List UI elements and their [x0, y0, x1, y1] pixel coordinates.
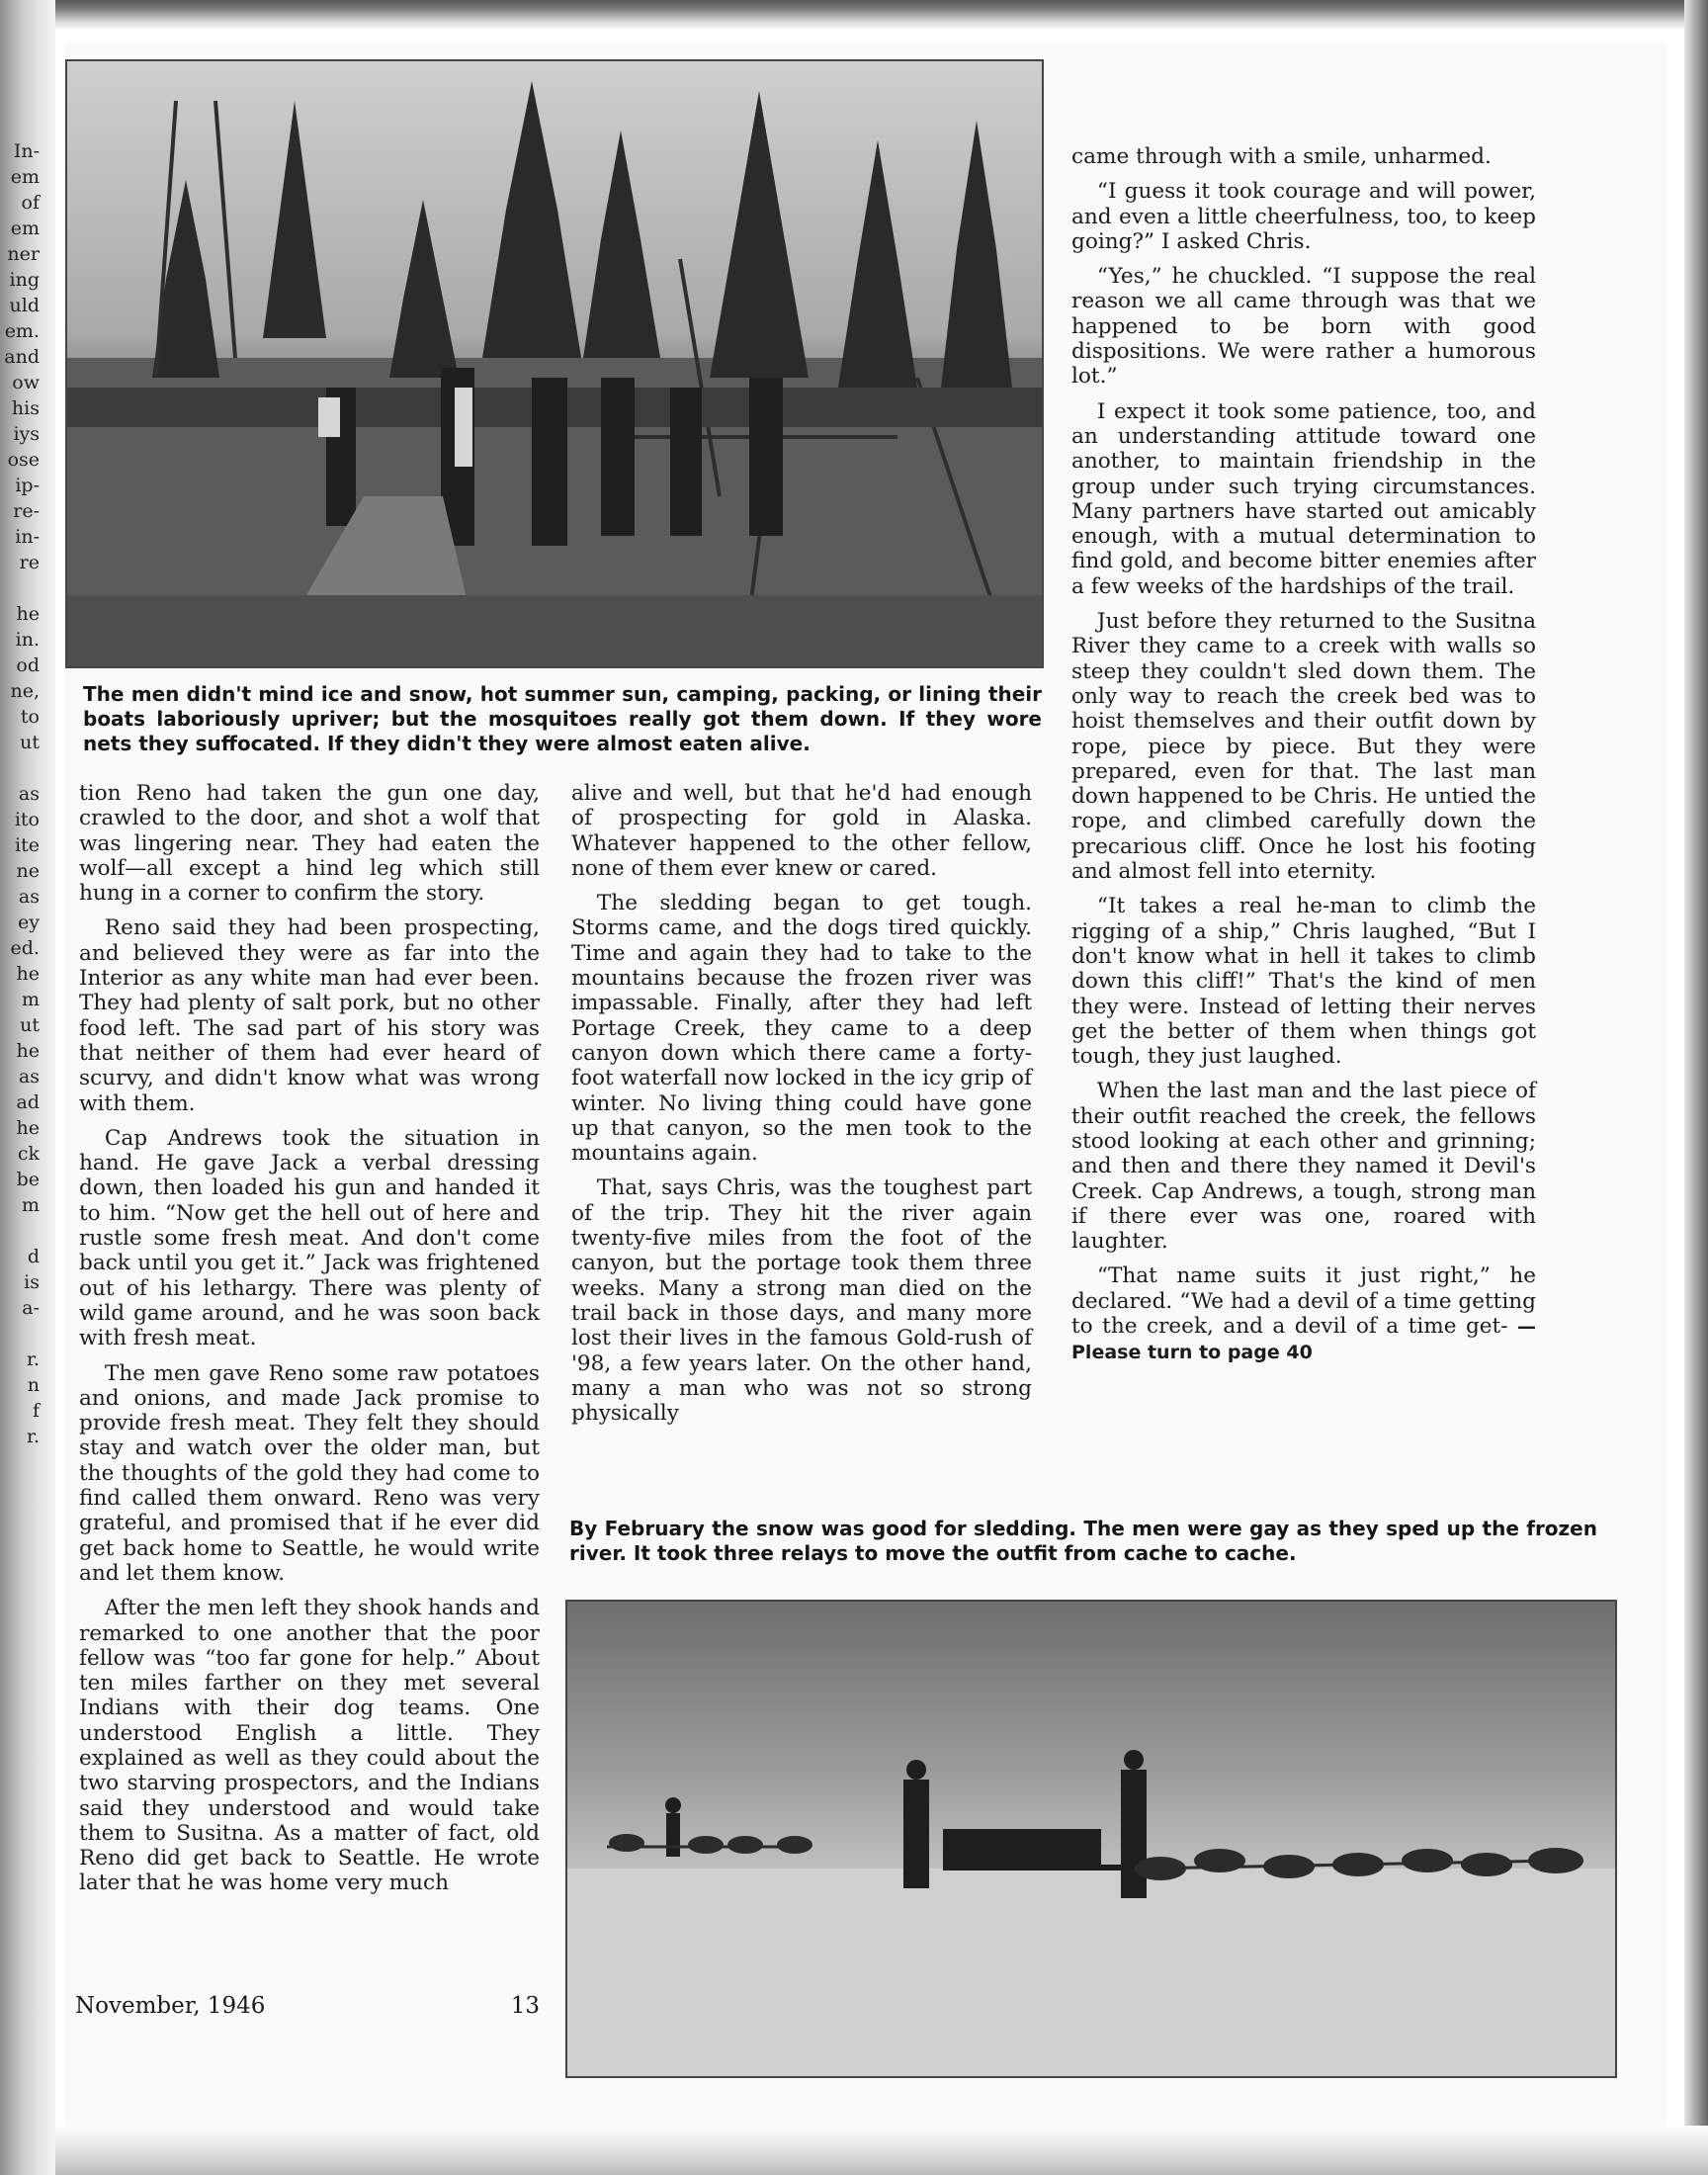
margin-fragment: a-: [22, 1297, 40, 1319]
margin-fragment: ito: [14, 809, 40, 830]
paragraph: That, says Chris, was the toughest part of the trip. They hit the river again twenty-five miles from the foot of the canyon, but the portage took them three weeks. Many a strong man died on the trail back in those days, and many more lost their lives in the famous Gold-rush of '98, a few years later. On the other hand, many a man who was not so strong physically: [571, 1175, 1032, 1427]
bottom-photo-caption: By February the snow was good for sledding. The men were gay as they sped up the frozen river. It took three relays to move the outfit from cache to cache.: [569, 1517, 1597, 1565]
paragraph-text: “That name suits it just right,” he declared. “We had a devil of a time getting to the creek, and a devil of a time get-: [1071, 1263, 1536, 1340]
paragraph: “It takes a real he-man to climb the rigging of a ship,” Chris laughed, “But I don't know what in hell it takes to climb down this cliff!” That's the kind of men they were. Instead of letting their nerves get the better of them when things got tough, they just laughed.: [1071, 894, 1536, 1070]
paragraph: Cap Andrews took the situation in hand. He gave Jack a verbal dressing down, then loaded his gun and handed it to him. “Now get the hell out of here and rustle some fresh meat. And don't come back until you get it.” Jack was frightened out of his lethargy. There was plenty of wild game around, and he was soon back with fresh meat.: [79, 1125, 540, 1351]
margin-fragment: of: [21, 192, 40, 214]
margin-fragment: ed.: [10, 937, 40, 959]
margin-fragment: f: [32, 1400, 40, 1422]
magazine-page: [65, 44, 1666, 2130]
margin-fragment: ne: [16, 860, 40, 882]
margin-fragment: he: [16, 1040, 40, 1062]
paragraph: I expect it took some patience, too, and an understanding attitude toward one another, to maintain friendship in the group under such trying circumstances. Many partners have started out amicably enough, with a mutual determination to find gold, and become bitter enemies after a few weeks of the hardships of the trail.: [1071, 398, 1536, 599]
margin-fragment: he: [16, 603, 40, 625]
margin-fragment: as: [18, 783, 40, 805]
margin-fragment: be: [16, 1169, 40, 1190]
page-number: 13: [510, 1993, 540, 2019]
mosquito-camp-photo: [65, 59, 1044, 668]
margin-fragment: em.: [4, 320, 40, 342]
margin-fragment: ose: [7, 449, 40, 471]
margin-fragment: ow: [12, 372, 40, 393]
margin-fragment: iys: [13, 423, 40, 445]
margin-fragment: [4, 1321, 40, 1347]
margin-fragment: is: [24, 1271, 40, 1293]
margin-fragment: ut: [20, 1014, 40, 1036]
margin-fragment: he: [16, 963, 40, 985]
margin-fragment: [4, 1218, 40, 1244]
margin-fragment: re: [19, 552, 40, 573]
margin-fragment: [4, 575, 40, 601]
issue-date: November, 1946: [75, 1993, 266, 2019]
paragraph: “Yes,” he chuckled. “I suppose the real reason we all came through was that we happened to be born with good dispositions. We were rather a humorous lot.”: [1071, 264, 1536, 390]
scan-top-border: [55, 0, 1708, 30]
margin-fragment: ad: [16, 1091, 40, 1113]
margin-fragment: m: [21, 1194, 40, 1216]
margin-fragment: In-: [13, 140, 40, 162]
paragraph: Reno said they had been prospecting, and believed they were as far into the Interior as any white man had ever been. They had plenty of salt pork, but no other food left. The sad part of his story was that neither of them had ever heard of scurvy, and didn't know what was wrong with them.: [79, 915, 540, 1116]
margin-fragment: re-: [13, 500, 40, 522]
paragraph: came through with a smile, unharmed.: [1071, 144, 1492, 169]
margin-fragment: and: [4, 346, 40, 368]
margin-fragment: d: [27, 1246, 40, 1267]
margin-fragment: [4, 755, 40, 781]
paragraph: The sledding began to get tough. Storms came, and the dogs tired quickly. Time and again they had to take to the mountains because the frozen river was impassable. Finally, after they had left Portage Creek, they came to a deep canyon down which there came a forty-foot waterfall now locked in the icy grip of winter. No living thing could have gone up that canyon, so the men took to the mountains again.: [571, 891, 1032, 1167]
margin-fragment: em: [10, 218, 40, 239]
margin-fragment: ut: [20, 732, 40, 753]
margin-fragment: ne,: [10, 680, 40, 702]
margin-fragment: od: [16, 654, 40, 676]
margin-fragment: as: [18, 1066, 40, 1088]
paragraph: Just before they returned to the Susitna River they came to a creek with walls so steep they couldn't sled down them. The only way to reach the creek bed was to hoist themselves and their outfit down by rope, piece by piece. But they were prepared, even for that. The last man down happened to be Chris. He untied the rope, and climbed carefully down the precarious cliff. Once he lost his footing and almost fell into eternity.: [1071, 609, 1536, 885]
margin-fragment: ey: [18, 912, 40, 933]
paragraph: When the last man and the last piece of their outfit reached the creek, the fellows stood looking at each other and grinning; and then and there they named it Devil's Creek. Cap Andrews, a tough, strong man if there ever was one, roared with laughter.: [1071, 1079, 1536, 1255]
margin-fragment: em: [10, 166, 40, 188]
paragraph-with-continuation: [1071, 1263, 1536, 1365]
margin-fragment: ing: [9, 269, 40, 291]
text-column-left: [79, 781, 540, 1906]
top-photo-caption: The men didn't mind ice and snow, hot summer sun, camping, packing, or lining their boats laboriously upriver; but the mosquitoes really got them down. If they wore nets they suffocated. If they didn't they were almost eaten alive.: [83, 682, 1042, 755]
scan-right-border: [1684, 0, 1708, 2175]
margin-fragment: ck: [17, 1143, 40, 1165]
margin-fragment: his: [11, 397, 40, 419]
dog-sled-photo: [565, 1600, 1617, 2078]
paragraph: “I guess it took courage and will power, and even a little cheerfulness, too, to keep going?” I asked Chris.: [1071, 179, 1536, 254]
margin-fragment: r.: [26, 1348, 40, 1370]
margin-fragment: to: [20, 706, 40, 728]
facing-page-fragments: [4, 138, 40, 1447]
margin-fragment: n: [27, 1374, 40, 1396]
margin-fragment: ner: [7, 243, 40, 265]
paragraph: After the men left they shook hands and remarked to one another that the poor fellow was “too far gone for help.” About ten miles farther on they met several Indians with their dog teams. One understood English a little. They explained as well as they could about the two starving prospectors, and the Indians said they understood and would take them to Susitna. As a matter of fact, old Reno did get back to Seattle. He wrote later that he was home very much: [79, 1596, 540, 1896]
continued-on-page-note: —Please turn to page 40: [1071, 1316, 1536, 1364]
margin-fragment: m: [21, 989, 40, 1010]
margin-fragment: uld: [9, 295, 40, 316]
text-column-right: [1071, 144, 1536, 1376]
margin-fragment: r.: [26, 1426, 40, 1447]
margin-fragment: ip-: [15, 475, 40, 496]
margin-fragment: he: [16, 1117, 40, 1139]
text-column-middle: [571, 781, 1032, 1436]
paragraph: The men gave Reno some raw potatoes and onions, and made Jack promise to provide fresh meat. They felt they should stay and watch over the older man, but the thoughts of the gold they had come to find called them onward. Reno was very grateful, and promised that if he ever did get back home to Seattle, he would write and let them know.: [79, 1360, 540, 1586]
margin-fragment: in.: [15, 629, 40, 651]
margin-fragment: ite: [15, 834, 40, 856]
margin-fragment: in-: [15, 526, 40, 548]
scan-bottom-border: [55, 2126, 1708, 2175]
paragraph: alive and well, but that he'd had enough of prospecting for gold in Alaska. Whatever happened to the other fellow, none of them ever knew or cared.: [571, 781, 1032, 881]
margin-fragment: as: [18, 886, 40, 908]
paragraph: tion Reno had taken the gun one day, crawled to the door, and shot a wolf that was lingering near. They had eaten the wolf—all except a hind leg which still hung in a corner to confirm the story.: [79, 781, 540, 907]
